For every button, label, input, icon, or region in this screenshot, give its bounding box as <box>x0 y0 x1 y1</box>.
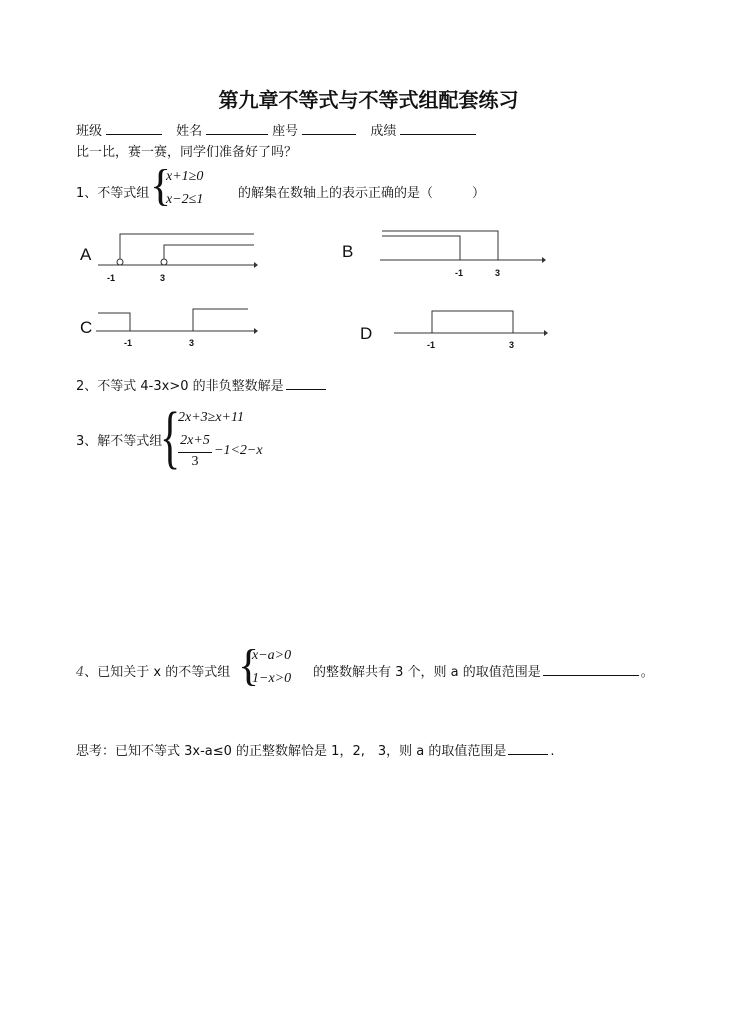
q1-ineq-1: x+1≥0 <box>166 169 204 184</box>
q3-brace: { <box>160 399 181 476</box>
question-2 <box>76 375 330 394</box>
think-text: 思考：已知不等式 3x-a≤0 的正整数解恰是 1，2, 3，则 a 的取值范围是 <box>76 744 507 759</box>
option-b-tick-3: 3 <box>495 268 501 278</box>
option-c-label[interactable]: C <box>80 318 93 337</box>
q2-text: 2、不等式 4-3x>0 的非负整数解是 <box>76 379 284 394</box>
q3-frac-numerator: 2x+5 <box>180 433 210 448</box>
q3-prefix: 3、解不等式组 <box>76 434 163 449</box>
q4-ineq-1: x−a>0 <box>252 648 292 663</box>
q3-ineq-1: 2x+3≥x+11 <box>178 410 244 425</box>
think-end: . <box>550 744 555 759</box>
page-title: 第九章不等式与不等式组配套练习 <box>218 88 519 112</box>
think-question <box>76 740 555 759</box>
q2-answer-blank[interactable] <box>286 377 326 390</box>
option-c-tick-3: 3 <box>189 338 195 348</box>
q1-brace: { <box>150 161 172 210</box>
question-4-prefix <box>76 661 230 680</box>
option-d-tick-3: 3 <box>509 340 515 350</box>
score-label: 成绩 <box>370 124 397 139</box>
q4-number: 4 <box>76 665 85 680</box>
option-b-tick-neg1: -1 <box>455 268 464 278</box>
q1-ineq-2: x−2≤1 <box>166 192 204 207</box>
q3-frac-denominator: 3 <box>191 454 199 469</box>
q4-end: 。 <box>640 665 654 680</box>
q4-brace: { <box>238 641 260 690</box>
option-b-label[interactable]: B <box>342 242 354 261</box>
option-d-tick-neg1: -1 <box>427 340 436 350</box>
question-4-suffix <box>313 661 654 680</box>
intro-text: 比一比，赛一赛，同学们准备好了吗？ <box>76 145 298 160</box>
q1-prefix: 1、不等式组 <box>76 186 150 201</box>
q4-suffix: 的整数解共有 3 个，则 a 的取值范围是 <box>313 665 541 680</box>
seat-label: 座号 <box>272 124 299 139</box>
class-label: 班级 <box>76 124 103 139</box>
option-a-label[interactable]: A <box>80 245 92 264</box>
q3-ineq-2-rest: −1<2−x <box>214 443 263 458</box>
q1-suffix: 的解集在数轴上的表示正确的是（ ） <box>238 186 486 201</box>
q4-ineq-2: 1−x>0 <box>252 671 292 686</box>
option-c-tick-neg1: -1 <box>124 338 133 348</box>
option-d-label[interactable]: D <box>360 324 373 343</box>
q4-answer-blank[interactable] <box>543 663 639 676</box>
option-a-tick-3: 3 <box>160 273 166 283</box>
think-answer-blank[interactable] <box>508 742 548 755</box>
name-label: 姓名 <box>176 124 203 139</box>
q4-prefix: 、已知关于 x 的不等式组 <box>84 665 231 680</box>
q3-frac-bar <box>178 452 212 453</box>
option-a-tick-neg1: -1 <box>107 273 116 283</box>
